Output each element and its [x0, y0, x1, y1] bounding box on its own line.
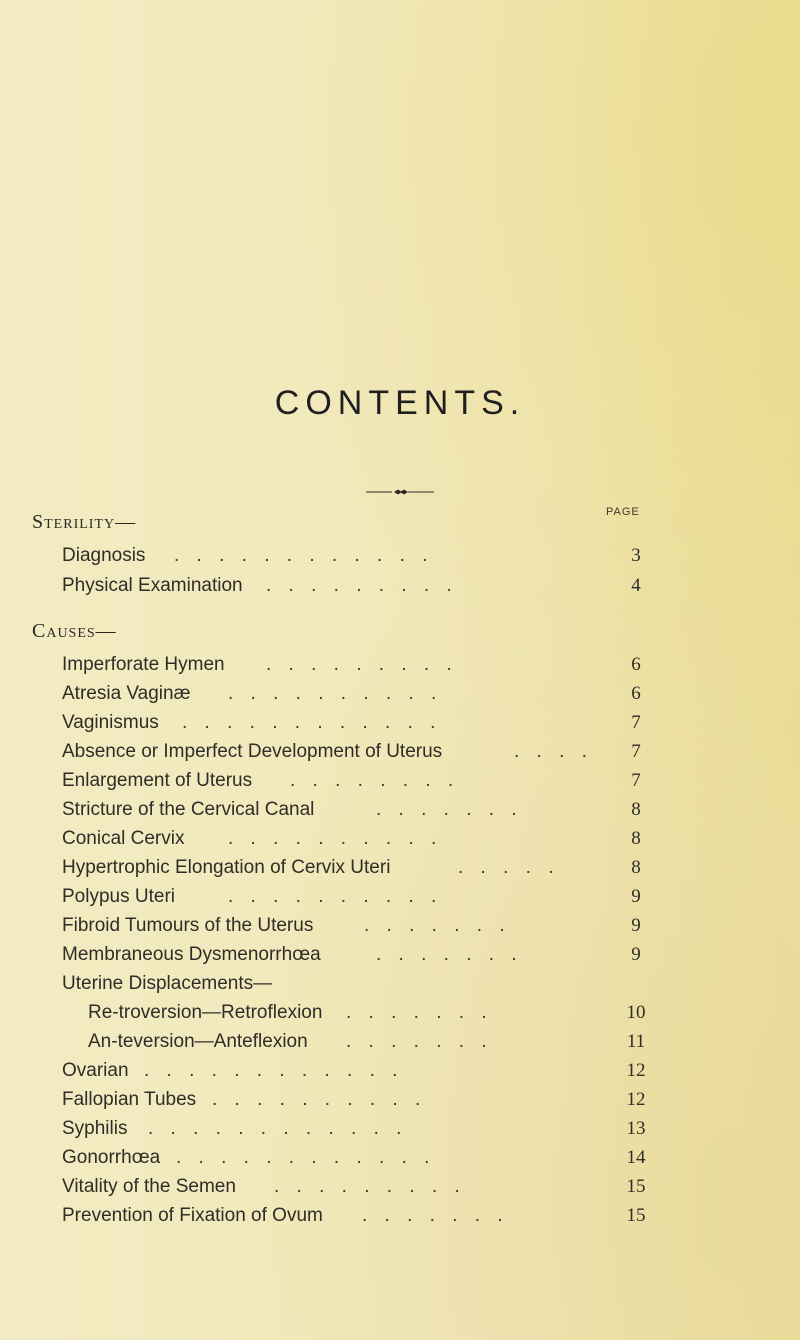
toc-entry: [62, 654, 762, 682]
toc-entry: [62, 886, 762, 914]
entry-label: Stricture of the Cervical Canal: [62, 799, 315, 820]
leader-dots: . . . . . . . . . . . .: [148, 1118, 408, 1139]
entry-page-number: 11: [626, 1031, 646, 1052]
entry-page-number: 13: [626, 1118, 646, 1139]
entry-page-number: 10: [626, 1002, 646, 1023]
entry-label: Atresia Vaginæ: [62, 683, 191, 704]
entry-label: Fibroid Tumours of the Uterus: [62, 915, 314, 936]
entry-label: Absence or Imperfect Development of Uterus: [62, 741, 443, 762]
toc-entry: [62, 799, 762, 827]
entry-label: Ovarian: [62, 1060, 129, 1081]
page-title: CONTENTS.: [274, 384, 526, 422]
entry-label: Enlargement of Uterus: [62, 770, 253, 791]
entry-label: Re-troversion—Retroflexion: [88, 1002, 323, 1023]
leader-dots: . . . . . . .: [364, 915, 511, 936]
entry-page-number: 6: [631, 654, 641, 675]
leader-dots: . . . . . . . . . .: [228, 683, 443, 704]
toc-entry: [62, 915, 762, 943]
leader-dots: . . . .: [514, 741, 593, 762]
entry-page-number: 7: [631, 770, 641, 791]
toc-entry: [62, 944, 762, 972]
entry-page-number: 6: [631, 683, 641, 704]
entry-label: Uterine Displacements—: [62, 973, 273, 994]
toc-entry: [62, 973, 762, 1001]
toc-entry: [88, 1002, 762, 1030]
entry-label: Syphilis: [62, 1118, 128, 1139]
entry-page-number: 8: [631, 799, 641, 820]
toc-entry: [62, 712, 762, 740]
toc-entry: [62, 1060, 762, 1088]
entry-page-number: 15: [626, 1176, 646, 1197]
entry-label: Vaginismus: [62, 712, 159, 733]
toc-entry: [88, 1031, 762, 1059]
entry-label: Gonorrhœa: [62, 1147, 161, 1168]
leader-dots: . . . . . . . . . .: [228, 886, 443, 907]
toc-entry: [62, 857, 762, 885]
leader-dots: . . . . . . . . .: [274, 1176, 466, 1197]
leader-dots: . . . . . . . . .: [266, 654, 458, 675]
leader-dots: . . . . . . . . . .: [212, 1089, 427, 1110]
entry-page-number: 3: [631, 545, 641, 566]
toc-entry: [62, 1118, 762, 1146]
toc-entry: [62, 545, 762, 573]
entry-page-number: 14: [626, 1147, 646, 1168]
leader-dots: . . . . . . .: [376, 944, 523, 965]
entry-page-number: 9: [631, 944, 641, 965]
entry-page-number: 12: [626, 1060, 646, 1081]
entry-label: Physical Examination: [62, 575, 243, 596]
section-heading-causes: Causes—: [32, 620, 117, 642]
leader-dots: . . . . . . .: [376, 799, 523, 820]
leader-dots: . . . . . . . . .: [266, 575, 458, 596]
entry-page-number: 7: [631, 741, 641, 762]
entry-label: Vitality of the Semen: [62, 1176, 236, 1197]
entry-label: Prevention of Fixation of Ovum: [62, 1205, 323, 1226]
entry-page-number: 8: [631, 857, 641, 878]
page-column-label: PAGE: [606, 506, 640, 518]
toc-entry: [62, 770, 762, 798]
leader-dots: . . . . . . . .: [290, 770, 460, 791]
entry-label: Fallopian Tubes: [62, 1089, 197, 1110]
toc-entry: [62, 1147, 762, 1175]
entry-page-number: 15: [626, 1205, 646, 1226]
leader-dots: . . . . . . . . . . . .: [144, 1060, 404, 1081]
leader-dots: . . . . . . .: [346, 1002, 493, 1023]
entry-page-number: 4: [631, 575, 641, 596]
toc-entry: [62, 1176, 762, 1204]
entry-page-number: 7: [631, 712, 641, 733]
entry-label: Diagnosis: [62, 545, 146, 566]
entry-page-number: 12: [626, 1089, 646, 1110]
toc-entry: [62, 1089, 762, 1117]
toc-entry: [62, 828, 762, 856]
toc-entry: [62, 1205, 762, 1233]
entry-page-number: 9: [631, 886, 641, 907]
leader-dots: . . . . . . . . . .: [228, 828, 443, 849]
ornament-divider-icon: [364, 489, 436, 495]
toc-entry: [62, 741, 762, 769]
entry-label: Conical Cervix: [62, 828, 185, 849]
section-heading-sterility: Sterility—: [32, 511, 137, 533]
entry-label: Imperforate Hymen: [62, 654, 225, 675]
entry-label: Polypus Uteri: [62, 886, 175, 907]
leader-dots: . . . . . . . . . . . .: [176, 1147, 436, 1168]
leader-dots: . . . . . . . . . . . .: [182, 712, 442, 733]
entry-label: An-teversion—Anteflexion: [88, 1031, 308, 1052]
toc-entry: [62, 575, 762, 603]
leader-dots: . . . . . . .: [362, 1205, 509, 1226]
entry-page-number: 9: [631, 915, 641, 936]
entry-label: Membraneous Dysmenorrhœa: [62, 944, 321, 965]
toc-entry: [62, 683, 762, 711]
leader-dots: . . . . . . . . . . . .: [174, 545, 434, 566]
entry-page-number: 8: [631, 828, 641, 849]
entry-label: Hypertrophic Elongation of Cervix Uteri: [62, 857, 391, 878]
leader-dots: . . . . .: [458, 857, 560, 878]
leader-dots: . . . . . . .: [346, 1031, 493, 1052]
